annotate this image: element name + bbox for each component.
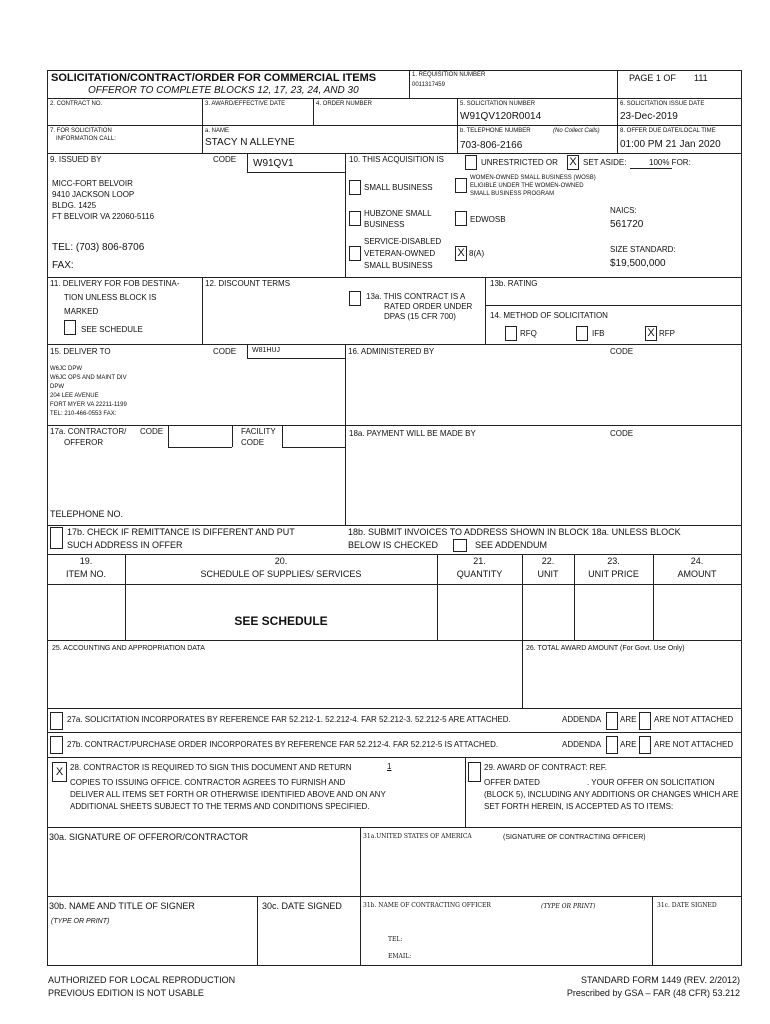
col-quantity-num: 21. <box>473 556 486 566</box>
issued-address-4: FT BELVOIR VA 22060-5116 <box>52 212 155 221</box>
invoice-label-1: 18b. SUBMIT INVOICES TO ADDRESS SHOWN IN BLOCK 18a. UNLESS BLOCK <box>348 527 681 537</box>
unrestricted-label: UNRESTRICTED OR <box>481 158 558 167</box>
sdvosb-checkbox[interactable] <box>349 246 361 261</box>
set-aside-percent: 100% FOR: <box>649 158 691 167</box>
co-tel-label: TEL: <box>388 936 403 943</box>
delivery-label-2: TION UNLESS BLOCK IS <box>64 293 157 302</box>
signer-type-note: (TYPE OR PRINT) <box>51 918 110 925</box>
total-award-label: 26. TOTAL AWARD AMOUNT (For Govt. Use Only) <box>526 645 685 652</box>
phone-note: (No Collect Calls) <box>553 128 600 134</box>
unrestricted-checkbox[interactable] <box>465 155 477 170</box>
signer-name-label: 30b. NAME AND TITLE OF SIGNER <box>49 901 195 911</box>
deliver-to-address-3: DPW <box>50 384 64 390</box>
see-addendum-checkbox[interactable] <box>453 539 467 552</box>
deliver-to-address-1: W6JC DPW <box>50 366 82 372</box>
small-business-label: SMALL BUSINESS <box>364 183 433 192</box>
rfq-checkbox[interactable] <box>505 326 517 341</box>
rfp-label: RFP <box>659 329 675 338</box>
size-standard: $19,500,000 <box>610 258 666 269</box>
frame-left <box>47 70 48 966</box>
offer-due-date: 01:00 PM 21 Jan 2020 <box>620 139 721 150</box>
col-unit-label: UNIT <box>537 569 559 579</box>
deliver-to-address-5: FORT MYER VA 22211-1199 <box>50 402 127 408</box>
col-unit-num: 22. <box>541 556 555 566</box>
facility-label-2: CODE <box>241 438 265 447</box>
signature-offeror-label: 30a. SIGNATURE OF OFFEROR/CONTRACTOR <box>49 832 249 842</box>
solicitation-number: W91QV120R0014 <box>460 111 542 122</box>
see-schedule-label: SEE SCHEDULE <box>81 325 143 334</box>
block-29-checkbox[interactable] <box>468 762 481 782</box>
info-call-label-1: 7. FOR SOLICITATION <box>50 128 112 134</box>
wosb-checkbox[interactable] <box>455 178 467 193</box>
contractor-label-1: 17a. CONTRACTOR/ <box>50 427 127 436</box>
sdvosb-label-1: SERVICE-DISABLED <box>364 237 442 246</box>
see-addendum-label: SEE ADDENDUM <box>475 540 548 550</box>
block-28-checkbox[interactable]: X <box>52 762 67 782</box>
clause-27a-text: 27a. SOLICITATION INCORPORATES BY REFERENCE FAR 52.212-1. 52.212-4. FAR 52.212-3. 52.212-5 ARE ATTACHED. <box>67 715 511 724</box>
col-item-num: 19. <box>79 556 93 566</box>
deliver-to-code: W81HUJ <box>252 347 281 354</box>
form-subtitle: OFFEROR TO COMPLETE BLOCKS 12, 17, 23, 24, AND 30 <box>88 85 359 96</box>
ifb-checkbox[interactable] <box>576 326 588 341</box>
wosb-label-3: SMALL BUSINESS PROGRAM <box>470 191 555 197</box>
contractor-code-label: CODE <box>140 427 164 436</box>
accounting-label: 25. ACCOUNTING AND APPROPRIATION DATA <box>52 645 205 652</box>
remittance-label-2: SUCH ADDRESS IN OFFER <box>67 540 183 550</box>
hubzone-checkbox[interactable] <box>349 211 361 226</box>
hubzone-label-2: BUSINESS <box>364 220 405 229</box>
hubzone-label-1: HUBZONE SMALL <box>364 209 432 218</box>
eight-a-label: 8(A) <box>469 249 485 258</box>
naics-label: NAICS: <box>610 206 637 215</box>
col-price-num: 23. <box>607 556 620 566</box>
col-amount-num: 24. <box>690 556 704 566</box>
page-label: PAGE 1 OF <box>629 73 676 83</box>
col-price-label: UNIT PRICE <box>588 569 639 579</box>
form-title: SOLICITATION/CONTRACT/ORDER FOR COMMERCIAL ITEMS <box>51 72 377 84</box>
award-date-label: 3. AWARD/EFFECTIVE DATE <box>205 101 286 107</box>
see-schedule-text: SEE SCHEDULE <box>234 614 328 628</box>
set-aside-checkbox[interactable]: X <box>567 155 579 170</box>
addenda-27b-are-checkbox[interactable] <box>606 736 618 754</box>
clause-27a-checkbox[interactable] <box>50 712 63 730</box>
telephone-label: TELEPHONE NO. <box>50 509 124 519</box>
block-28-line-2: COPIES TO ISSUING OFFICE. CONTRACTOR AGREES TO FURNISH AND <box>70 778 346 787</box>
rated-order-label-3: DPAS (15 CFR 700) <box>384 312 456 321</box>
naics-code: 561720 <box>610 219 644 230</box>
rating-label: 13b. RATING <box>490 279 538 288</box>
clause-27b-text: 27b. CONTRACT/PURCHASE ORDER INCORPORATES BY REFERENCE FAR 52.212-4. FAR 52.212-5 IS ATTACHED. <box>67 740 499 749</box>
addenda-27b-label: ADDENDA <box>562 740 602 749</box>
phone-label: b. TELEPHONE NUMBER <box>460 128 531 134</box>
footer-right-2: Prescribed by GSA – FAR (48 CFR) 53.212 <box>566 988 740 998</box>
administered-by-label: 16. ADMINISTERED BY <box>348 347 435 356</box>
acquisition-label: 10. THIS ACQUISITION IS <box>349 155 444 164</box>
issued-code: W91QV1 <box>253 158 294 169</box>
see-schedule-checkbox[interactable] <box>64 320 76 335</box>
contact-name: STACY N ALLEYNE <box>205 137 295 148</box>
footer-left-2: PREVIOUS EDITION IS NOT USABLE <box>48 988 204 998</box>
addenda-27a-are-label: ARE <box>620 715 637 724</box>
issue-date-label: 6. SOLICITATION ISSUE DATE <box>620 101 705 107</box>
issued-tel: TEL: (703) 806-8706 <box>52 242 145 253</box>
size-standard-label: SIZE STANDARD: <box>610 245 676 254</box>
frame-bottom <box>47 965 742 966</box>
co-name-label: 31b. NAME OF CONTRACTING OFFICER <box>363 902 491 909</box>
block-29-line-1: 29. AWARD OF CONTRACT: REF. <box>484 763 607 772</box>
edwosb-label: EDWOSB <box>470 215 506 224</box>
delivery-label-3: MARKED <box>64 307 99 316</box>
block-28-line-4: ADDITIONAL SHEETS SUBJECT TO THE TERMS AND CONDITIONS SPECIFIED. <box>70 802 370 811</box>
issued-address-2: 9410 JACKSON LOOP <box>52 190 135 199</box>
block-29-offer-dated: OFFER DATED <box>484 778 540 787</box>
addenda-27b-are-not-checkbox[interactable] <box>639 736 651 754</box>
invoice-label-2: BELOW IS CHECKED <box>348 540 439 550</box>
rfp-checkbox[interactable]: X <box>645 326 657 341</box>
col-supplies-num: 20. <box>274 556 288 566</box>
issued-by-label: 9. ISSUED BY <box>50 155 102 164</box>
solicitation-number-label: 5. SOLICITATION NUMBER <box>460 101 536 107</box>
remittance-label-1: 17b. CHECK IF REMITTANCE IS DIFFERENT AND PUT <box>67 527 295 537</box>
clause-27b-checkbox[interactable] <box>50 736 63 754</box>
block-28-line-1: 28. CONTRACTOR IS REQUIRED TO SIGN THIS DOCUMENT AND RETURN <box>70 763 352 772</box>
co-date-signed-label: 31c. DATE SIGNED <box>657 902 717 909</box>
contractor-label-2: OFFEROR <box>64 438 104 447</box>
col-amount-label: AMOUNT <box>677 569 717 579</box>
deliver-to-address-2: W6JC OPS AND MAINT DIV <box>50 375 127 381</box>
deliver-to-address-6: TEL: 210-466-0553 FAX: <box>50 411 117 417</box>
requisition-number: 0011317459 <box>412 82 445 88</box>
col-item-label: ITEM NO. <box>66 569 106 579</box>
name-label: a. NAME <box>205 128 230 134</box>
sdvosb-label-3: SMALL BUSINESS <box>364 261 433 270</box>
frame-top <box>47 70 742 71</box>
addenda-27a-are-checkbox[interactable] <box>606 712 618 730</box>
addenda-27a-label: ADDENDA <box>562 715 602 724</box>
block-28-line-3: DELIVER ALL ITEMS SET FORTH OR OTHERWISE IDENTIFIED ABOVE AND ON ANY <box>70 790 386 799</box>
rfq-label: RFQ <box>520 329 537 338</box>
wosb-label-1: WOMEN-OWNED SMALL BUSINESS (WOSB) <box>470 175 596 181</box>
contract-no-label: 2. CONTRACT NO. <box>50 101 103 107</box>
addenda-27b-are-not-label: ARE NOT ATTACHED <box>654 740 734 749</box>
footer-right-1: STANDARD FORM 1449 (REV. 2/2012) <box>580 975 740 985</box>
issue-date: 23-Dec-2019 <box>620 111 678 122</box>
ifb-label: IFB <box>592 329 605 338</box>
payment-code-label: CODE <box>610 429 634 438</box>
wosb-label-2: ELIGIBLE UNDER THE WOMEN-OWNED <box>470 183 584 189</box>
issued-code-label: CODE <box>213 155 237 164</box>
offer-due-label: 8. OFFER DUE DATE/LOCAL TIME <box>620 128 716 134</box>
block-29-line-4: SET FORTH HEREIN, IS ACCEPTED AS TO ITEMS: <box>484 802 674 811</box>
issued-address-1: MICC-FORT BELVOIR <box>52 179 133 188</box>
issued-address-3: BLDG. 1425 <box>52 201 97 210</box>
page-total: 111 <box>694 73 708 83</box>
date-signed-label: 30c. DATE SIGNED <box>262 901 342 911</box>
payment-label: 18a. PAYMENT WILL BE MADE BY <box>349 429 476 438</box>
set-aside-label: SET ASIDE: <box>583 158 627 167</box>
addenda-27a-are-not-label: ARE NOT ATTACHED <box>654 715 734 724</box>
administered-code-label: CODE <box>610 347 634 356</box>
delivery-label-1: 11. DELIVERY FOR FOB DESTINA- <box>50 279 180 288</box>
issued-fax: FAX: <box>52 260 74 271</box>
co-type-note: (TYPE OR PRINT) <box>541 903 596 910</box>
addenda-27b-are-label: ARE <box>620 740 637 749</box>
frame-right <box>741 70 742 966</box>
method-label: 14. METHOD OF SOLICITATION <box>490 311 608 320</box>
block-29-line-3: (BLOCK 5), INCLUDING ANY ADDITIONS OR CHANGES WHICH ARE <box>484 790 739 799</box>
requisition-label: 1. REQUISITION NUMBER <box>412 72 486 78</box>
discount-terms-label: 12. DISCOUNT TERMS <box>205 279 291 288</box>
block-29-line-2: . YOUR OFFER ON SOLICITATION <box>587 778 715 787</box>
signature-usa-label: 31a.UNITED STATES OF AMERICA <box>363 833 472 840</box>
remittance-checkbox[interactable] <box>50 527 63 549</box>
order-number-label: 4. ORDER NUMBER <box>316 101 373 107</box>
addenda-27a-are-not-checkbox[interactable] <box>639 712 651 730</box>
rated-order-label-2: RATED ORDER UNDER <box>384 302 473 311</box>
footer-left-1: AUTHORIZED FOR LOCAL REPRODUCTION <box>48 975 236 985</box>
contact-phone: 703-806-2166 <box>460 140 523 151</box>
rated-order-label-1: 13a. THIS CONTRACT IS A <box>366 292 466 301</box>
edwosb-checkbox[interactable] <box>455 211 467 226</box>
deliver-to-label: 15. DELIVER TO <box>50 347 111 356</box>
signature-co-note: (SIGNATURE OF CONTRACTING OFFICER) <box>503 834 646 841</box>
info-call-label-2: INFORMATION CALL: <box>56 136 116 142</box>
block-28-copies: 1 <box>387 762 392 771</box>
deliver-to-address-4: 204 LEE AVENUE <box>50 393 99 399</box>
col-supplies-label: SCHEDULE OF SUPPLIES/ SERVICES <box>200 569 362 579</box>
small-business-checkbox[interactable] <box>349 180 361 195</box>
rated-order-checkbox[interactable] <box>349 291 361 306</box>
deliver-to-code-label: CODE <box>213 347 237 356</box>
sdvosb-label-2: VETERAN-OWNED <box>364 249 436 258</box>
co-email-label: EMAIL: <box>388 953 412 960</box>
col-quantity-label: QUANTITY <box>456 569 503 579</box>
facility-label-1: FACILITY <box>241 427 276 436</box>
eight-a-checkbox[interactable]: X <box>455 246 467 261</box>
